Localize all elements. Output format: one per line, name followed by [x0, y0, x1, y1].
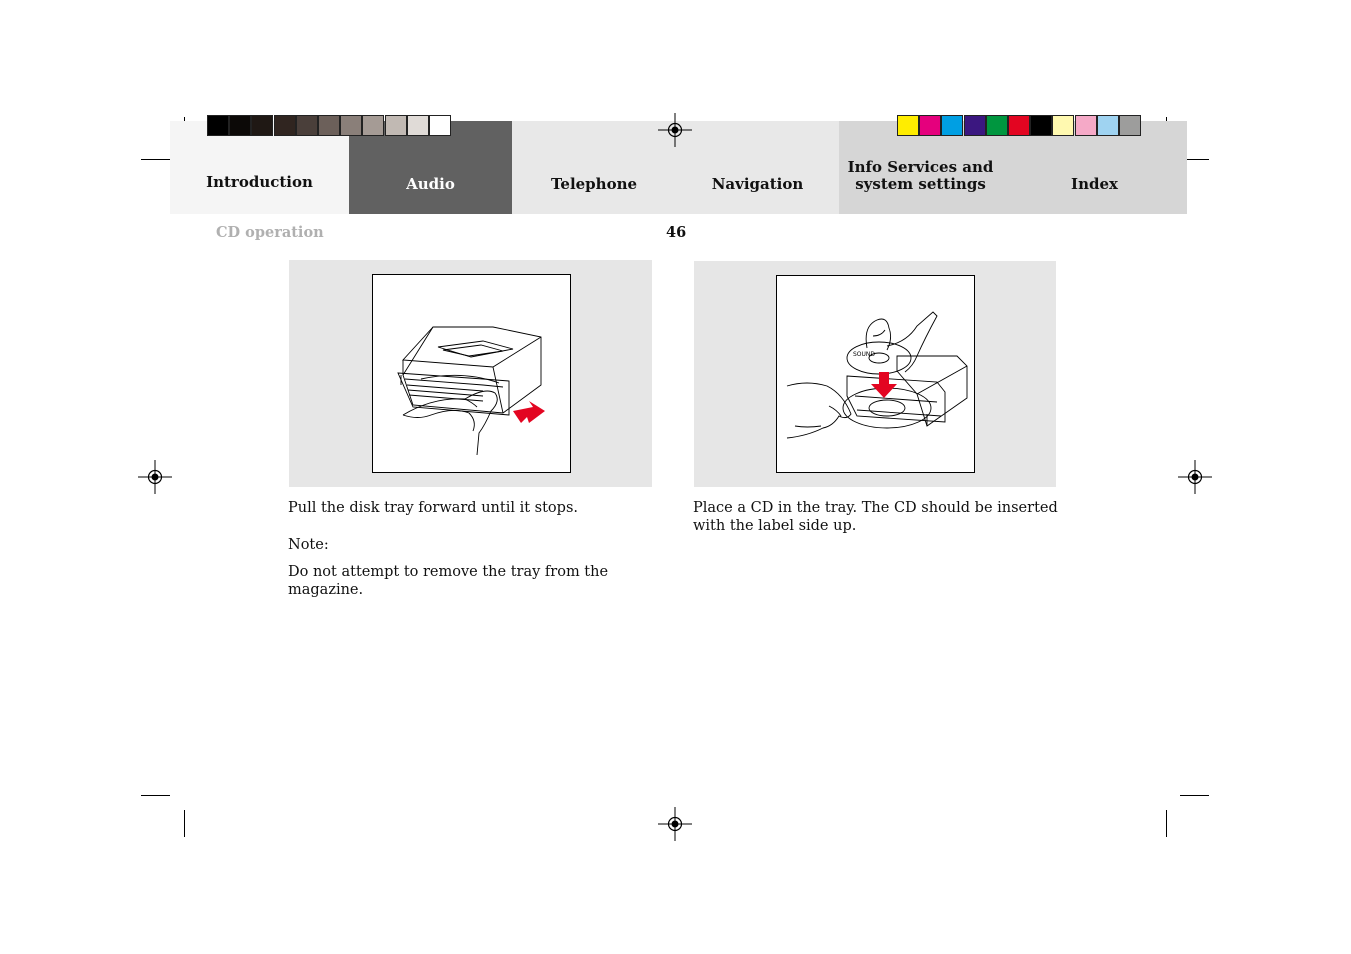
tab-audio-label: Audio	[406, 175, 455, 193]
tab-index-label: Index	[1071, 175, 1118, 193]
color-swatch	[340, 115, 362, 136]
color-swatch	[251, 115, 273, 136]
color-swatch	[229, 115, 251, 136]
color-swatch	[385, 115, 407, 136]
registration-mark-icon	[658, 807, 692, 841]
hand-pulling-cd-tray-illustration-icon	[373, 275, 570, 472]
figure-panel-right	[694, 261, 1056, 487]
color-swatch	[318, 115, 340, 136]
registration-mark-icon	[138, 460, 172, 494]
color-swatch	[1119, 115, 1141, 136]
crop-mark	[141, 159, 170, 160]
color-swatch	[964, 115, 986, 136]
registration-mark-icon	[1178, 460, 1212, 494]
registration-mark-icon	[658, 113, 692, 147]
color-swatch	[429, 115, 451, 136]
color-swatch	[1097, 115, 1119, 136]
svg-text:SOUND: SOUND	[853, 351, 876, 358]
note-text: Do not attempt to remove the tray from the magazine.	[288, 564, 609, 598]
crop-mark	[1166, 810, 1167, 837]
color-swatch	[1075, 115, 1097, 136]
color-swatch	[274, 115, 296, 136]
hand-placing-cd-in-tray-illustration-icon	[777, 276, 974, 472]
color-swatch	[1030, 115, 1052, 136]
color-swatch	[362, 115, 384, 136]
tab-introduction-label: Introduction	[206, 173, 313, 191]
note-label: Note:	[288, 537, 329, 553]
color-swatch	[296, 115, 318, 136]
color-swatch	[986, 115, 1008, 136]
tab-navigation-label: Navigation	[711, 175, 804, 193]
color-swatch	[919, 115, 941, 136]
crop-mark	[184, 810, 185, 837]
figure-frame	[372, 274, 571, 473]
page-number: 46	[666, 224, 687, 241]
tab-telephone[interactable]	[512, 121, 676, 214]
figure-frame	[776, 275, 975, 473]
tab-info-services-label-line2: system settings	[855, 174, 986, 193]
section-title: CD operation	[216, 224, 324, 241]
tab-telephone-label: Telephone	[550, 175, 638, 193]
instruction-right: Place a CD in the tray. The CD should be inserted with the label side up.	[693, 500, 1058, 534]
tab-navigation[interactable]	[676, 121, 839, 214]
tab-info-services-label-line1: Info Services and	[847, 157, 994, 176]
crop-mark	[1180, 795, 1209, 796]
color-swatch	[941, 115, 963, 136]
color-swatch	[407, 115, 429, 136]
figure-panel-left	[289, 260, 652, 487]
instruction-left: Pull the disk tray forward until it stops.	[288, 500, 578, 516]
color-swatch	[207, 115, 229, 136]
color-swatch	[1008, 115, 1030, 136]
crop-mark	[141, 795, 170, 796]
color-swatch	[897, 115, 919, 136]
color-swatch	[1052, 115, 1074, 136]
